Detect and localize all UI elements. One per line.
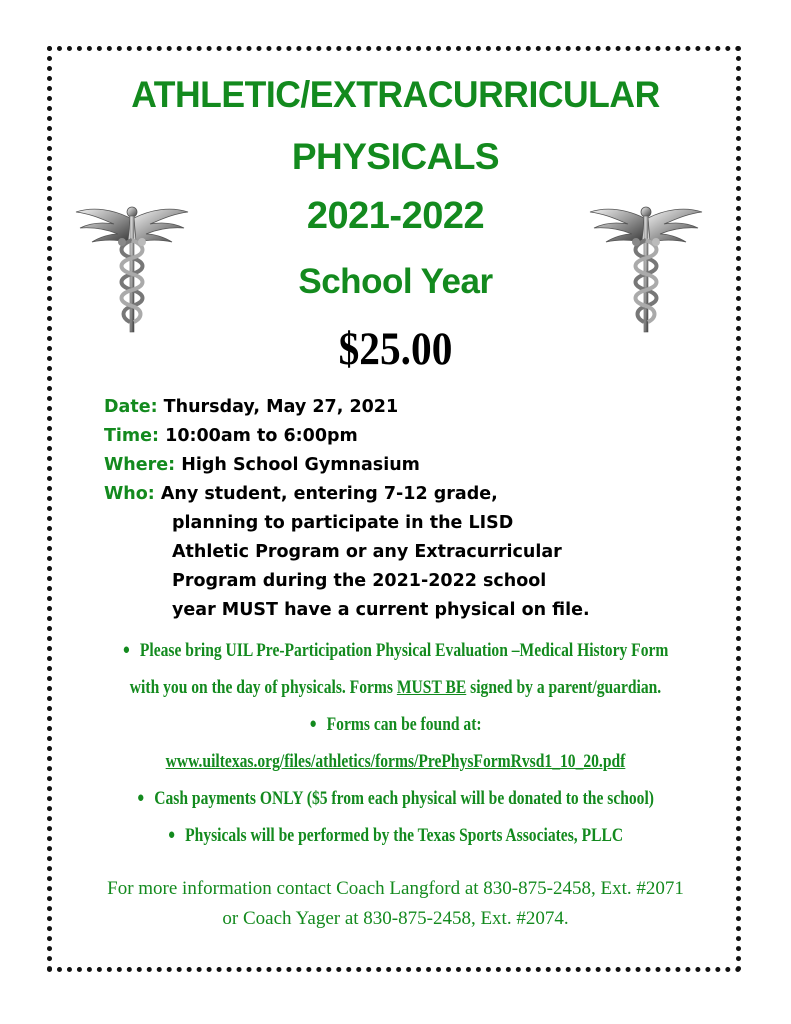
date-value: Thursday, May 27, 2021 <box>163 397 399 417</box>
contact-line: For more information contact Coach Langford at 830-875-2458, Ext. #2071 <box>107 878 684 899</box>
list-item <box>112 632 679 669</box>
bullet-icon: ● <box>167 827 176 843</box>
bullet-icon: ● <box>136 790 145 806</box>
bullet-text: Cash payments ONLY ($5 from each physical will be donated to the school) <box>154 788 655 809</box>
bullet-text: signed by a parent/guardian. <box>466 677 662 698</box>
where-value: High School Gymnasium <box>181 455 420 475</box>
date-label: Date: <box>104 397 158 417</box>
list-item <box>112 817 679 854</box>
time-row <box>104 422 704 451</box>
where-label: Where: <box>104 455 176 475</box>
caduceus-icon <box>74 196 190 336</box>
who-text: Program during the 2021-2022 school <box>172 571 547 591</box>
title-line-2: PHYSICALS <box>291 136 500 177</box>
bullet-icon: ● <box>309 716 317 732</box>
who-text: Any student, entering 7-12 grade, <box>160 484 498 504</box>
title-line-3: 2021-2022 <box>306 195 485 237</box>
form-link-row <box>112 743 679 780</box>
price: $25.00 <box>338 323 453 375</box>
bullet-icon: ● <box>122 642 131 658</box>
list-item-continuation <box>112 669 679 706</box>
contact-line: or Coach Yager at 830-875-2458, Ext. #2074. <box>222 908 569 929</box>
bullet-text: Please bring UIL Pre-Participation Physical Evaluation –Medical History Form <box>139 640 669 661</box>
who-text: planning to participate in the LISD <box>172 513 514 533</box>
caduceus-icon <box>588 196 704 336</box>
date-row <box>104 393 704 422</box>
bullet-text: Physicals will be performed by the Texas Sports Associates, PLLC <box>185 825 624 846</box>
instructions-list <box>50 632 741 854</box>
bullet-text: Forms can be found at: <box>326 714 482 735</box>
list-item <box>112 706 679 743</box>
contact-footer <box>50 874 741 934</box>
who-row <box>104 480 704 509</box>
time-label: Time: <box>104 426 160 446</box>
who-label: Who: <box>104 484 155 504</box>
emphasis-text: MUST BE <box>396 677 467 698</box>
who-text: Athletic Program or any Extracurricular <box>172 542 562 562</box>
title-line-4: School Year <box>298 262 493 301</box>
title-line-1: ATHLETIC/EXTRACURRICULAR <box>131 74 660 115</box>
event-details <box>104 393 704 625</box>
time-value: 10:00am to 6:00pm <box>165 426 358 446</box>
form-url-link[interactable]: www.uiltexas.org/files/athletics/forms/PrePhysFormRvsd1_10_20.pdf <box>165 751 626 772</box>
who-text: year MUST have a current physical on file. <box>172 600 590 620</box>
bullet-text: with you on the day of physicals. Forms <box>129 677 397 698</box>
where-row <box>104 451 704 480</box>
list-item <box>112 780 679 817</box>
